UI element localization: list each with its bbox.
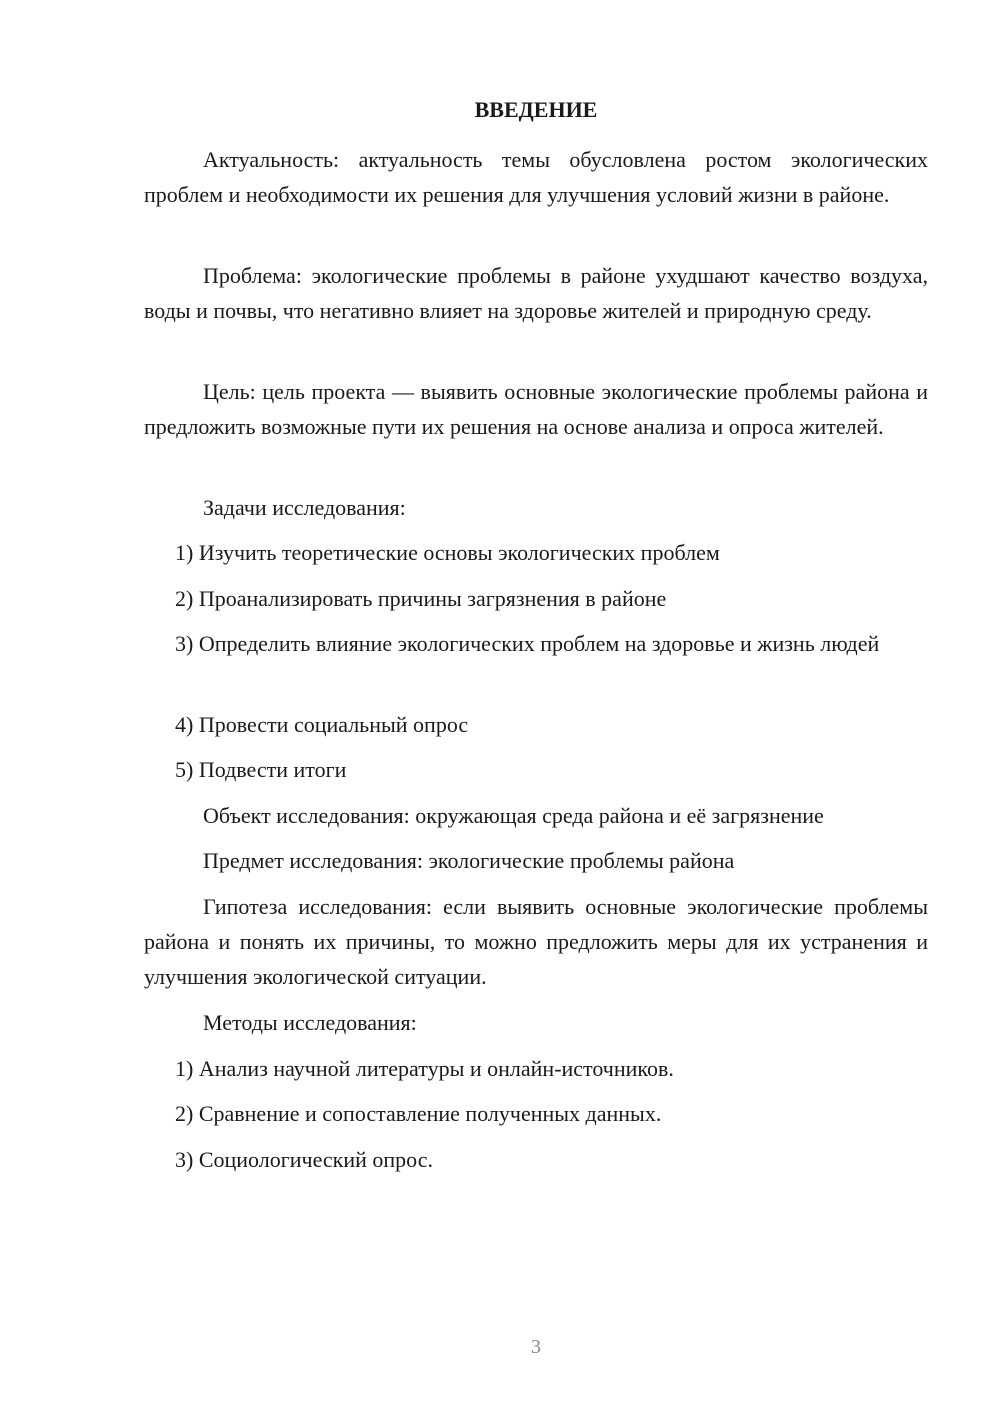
hypothesis-paragraph: Гипотеза исследования: если выявить основные экологические проблемы района и понять их причины, то можно предложить меры для их устранения и улучшения экологической ситуации. (144, 894, 928, 989)
problem-paragraph: Проблема: экологические проблемы в районе ухудшают качество воздуха, воды и почвы, что негативно влияет на здоровье жителей и природную среду. (144, 263, 928, 323)
task-item: 5) Подвести итоги (175, 757, 347, 782)
section-heading: ВВЕДЕНИЕ (474, 97, 598, 122)
subject-paragraph: Предмет исследования: экологические проблемы района (203, 848, 735, 873)
method-item: 1) Анализ научной литературы и онлайн-источников. (175, 1056, 674, 1081)
goal-paragraph: Цель: цель проекта — выявить основные экологические проблемы района и предложить возможные пути их решения на основе анализа и опроса жителей. (144, 379, 928, 439)
page-number: 3 (531, 1336, 541, 1358)
method-item: 3) Социологический опрос. (175, 1147, 433, 1172)
task-item: 2) Проанализировать причины загрязнения в районе (175, 586, 667, 611)
task-item: 3) Определить влияние экологических проблем на здоровье и жизнь людей (175, 631, 880, 656)
task-item: 1) Изучить теоретические основы экологических проблем (175, 540, 720, 565)
tasks-heading: Задачи исследования: (203, 495, 406, 520)
task-item: 4) Провести социальный опрос (175, 712, 469, 737)
methods-heading: Методы исследования: (203, 1010, 417, 1035)
object-paragraph: Объект исследования: окружающая среда района и её загрязнение (203, 803, 824, 828)
method-item: 2) Сравнение и сопоставление полученных данных. (175, 1101, 662, 1126)
relevance-paragraph: Актуальность: актуальность темы обусловлена ростом экологических проблем и необходимости их решения для улучшения условий жизни в районе. (144, 147, 928, 207)
